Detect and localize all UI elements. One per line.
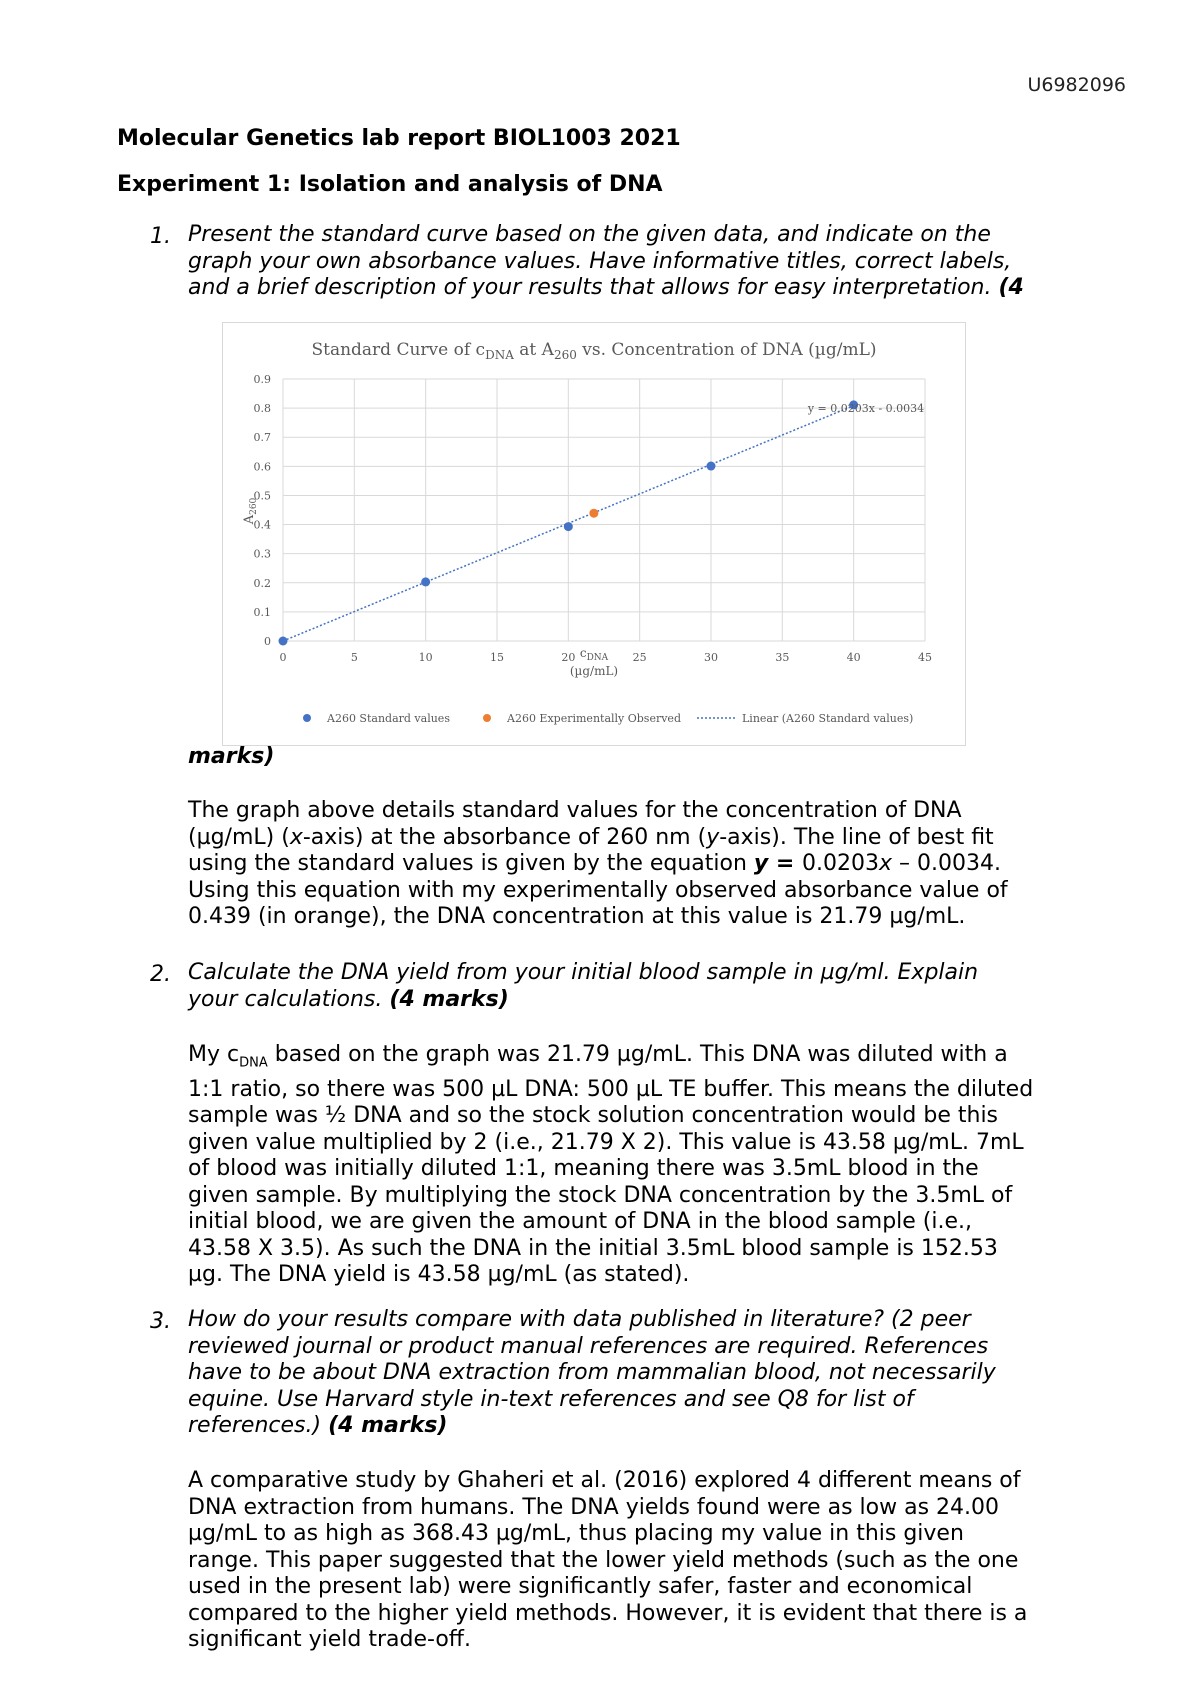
x-tick-label: 35: [775, 651, 790, 664]
standard-point: [279, 637, 288, 646]
legend-label-standard: A260 Standard values: [327, 712, 450, 725]
legend-marker-standard: [303, 714, 311, 722]
answer-2-line: My $c_{DNA}$ based on the graph was 21.79 µg/mL. This DNA was diluted with a: [188, 1042, 1008, 1071]
question-3-line: How do your results compare with data published in literature? (2 peer: [188, 1307, 971, 1332]
question-1-line-text: and a brief description of your results that allows for easy interpretation.: [188, 275, 992, 300]
answer-2-line: of blood was initially diluted 1:1, meaning there was 3.5mL blood in the: [188, 1156, 979, 1182]
trendline-equation: y = 0.0203x - 0.0034: [807, 402, 925, 415]
experiment-heading: Experiment 1: Isolation and analysis of DNA: [117, 172, 663, 197]
answer-1-line: The graph above details standard values for the concentration of DNA: [188, 798, 962, 823]
y-tick-label: 0.1: [253, 605, 271, 619]
y-tick-label: 0.8: [253, 402, 271, 416]
standard-point: [564, 522, 573, 531]
answer-3: [188, 1468, 1138, 1654]
question-3: [188, 1307, 1138, 1440]
answer-3-line: compared to the higher yield methods. However, it is evident that there is a: [188, 1600, 1028, 1626]
answer-1: [188, 798, 1138, 931]
x-tick-label: 10: [418, 651, 433, 664]
y-tick-label: 0.9: [253, 373, 271, 386]
question-1-line: Present the standard curve based on the given data, and indicate on the: [188, 222, 991, 247]
x-tick-label: 20: [561, 651, 576, 664]
x-tick-label: 15: [490, 651, 504, 664]
question-2-line: your calculations. (4 marks): [188, 986, 509, 1012]
answer-3-line: µg/mL to as high as 368.43 µg/mL, thus placing my value in this given: [188, 1521, 964, 1546]
standard-curve-chart: [222, 322, 966, 746]
question-1-line: graph your own absorbance values. Have informative titles, correct labels,: [188, 248, 1012, 274]
question-2-marks: (4 marks): [389, 986, 509, 1012]
question-3-marks: (4 marks): [328, 1413, 448, 1438]
answer-3-line: used in the present lab) were significantly safer, faster and economical: [188, 1574, 973, 1599]
x-tick-label: 25: [632, 651, 647, 664]
question-1-marks-start: (4: [998, 275, 1024, 300]
answer-2-line: µg. The DNA yield is 43.58 µg/mL (as stated).: [188, 1262, 690, 1288]
y-axis-label: $A_{260}$: [242, 497, 259, 525]
chart-title: Standard Curve of $c_{DNA}$ at $A_{260}$ vs. Concentration of DNA (µg/mL): [311, 340, 877, 362]
standard-curve-svg: [223, 323, 965, 745]
question-2-number: 2.: [150, 962, 171, 987]
question-3-line: equine. Use Harvard style in-text references and see Q8 for list of: [188, 1386, 914, 1412]
chart-legend: [303, 712, 913, 725]
x-tick-label: 45: [918, 651, 932, 664]
answer-1-line: (µg/mL) (x-axis) at the absorbance of 260 nm (y-axis). The line of best fit: [188, 824, 994, 850]
answer-3-line: range. This paper suggested that the lower yield methods (such as the one: [188, 1547, 1019, 1573]
question-3-line: references.) (4 marks): [188, 1413, 448, 1438]
x-tick-label: 5: [350, 651, 358, 664]
legend-marker-observed: [483, 714, 491, 722]
answer-2-line: sample was ½ DNA and so the stock solution concentration would be this: [188, 1103, 999, 1129]
question-1-line: [188, 275, 1138, 302]
y-tick-label: 0.2: [253, 576, 271, 590]
question-3-line: have to be about DNA extraction from mammalian blood, not necessarily: [188, 1360, 996, 1385]
x-axis-label-units: (µg/mL): [569, 664, 619, 678]
question-2: [188, 960, 1138, 1013]
answer-3-line: DNA extraction from humans. The DNA yields found were as low as 24.00: [188, 1494, 1000, 1520]
x-tick-label: 40: [846, 651, 861, 664]
answer-2: [188, 1042, 1138, 1289]
report-title: Molecular Genetics lab report BIOL1003 2021: [117, 126, 681, 151]
y-tick-label: 0.4: [253, 518, 271, 532]
answer-2-line: given sample. By multiplying the stock DNA concentration by the 3.5mL of: [188, 1182, 1013, 1208]
x-tick-label: 30: [704, 651, 718, 664]
answer-2-line: given value multiplied by 2 (i.e., 21.79 X 2). This value is 43.58 µg/mL. 7mL: [188, 1129, 1024, 1155]
answer-1-line: 0.439 (in orange), the DNA concentration at this value is 21.79 µg/mL.: [188, 904, 966, 929]
student-id: U6982096: [1027, 74, 1126, 96]
answer-3-line: A comparative study by Ghaheri et al. (2016) explored 4 different means of: [188, 1468, 1021, 1493]
legend-label-trendline: Linear (A260 Standard values): [742, 712, 914, 725]
answer-2-line: initial blood, we are given the amount of DNA in the blood sample (i.e.,: [188, 1209, 973, 1235]
y-tick-label: 0: [264, 635, 271, 648]
y-tick-label: 0.6: [253, 460, 271, 474]
standard-point: [421, 577, 430, 586]
legend-label-observed: A260 Experimentally Observed: [507, 712, 681, 725]
x-tick-label: 0: [279, 651, 287, 664]
y-tick-label: 0.5: [253, 489, 271, 503]
question-1: [188, 222, 1138, 302]
standard-point: [707, 462, 716, 471]
y-tick-label: 0.7: [253, 431, 271, 445]
question-3-number: 3.: [150, 1309, 171, 1334]
question-1-number: 1.: [150, 224, 171, 249]
observed-point: [589, 509, 598, 518]
answer-2-line: 1:1 ratio, so there was 500 µL DNA: 500 µL TE buffer. This means the diluted: [188, 1076, 1034, 1102]
question-1-marks-end: [188, 744, 1138, 771]
answer-2-line: 43.58 X 3.5). As such the DNA in the initial 3.5mL blood sample is 152.53: [188, 1235, 998, 1261]
answer-3-line: significant yield trade-off.: [188, 1627, 471, 1652]
question-2-line: Calculate the DNA yield from your initial blood sample in µg/ml. Explain: [188, 960, 979, 985]
answer-1-line: using the standard values is given by the equation y = 0.0203x – 0.0034.: [188, 851, 1002, 876]
answer-1-line: Using this equation with my experimentally observed absorbance value of: [188, 877, 1008, 903]
question-3-line: reviewed journal or product manual references are required. References: [188, 1333, 989, 1359]
x-axis-label: $c_{DNA}$: [579, 646, 609, 663]
question-1-marks-end-text: marks): [188, 744, 275, 769]
y-tick-label: 0.3: [253, 547, 271, 561]
